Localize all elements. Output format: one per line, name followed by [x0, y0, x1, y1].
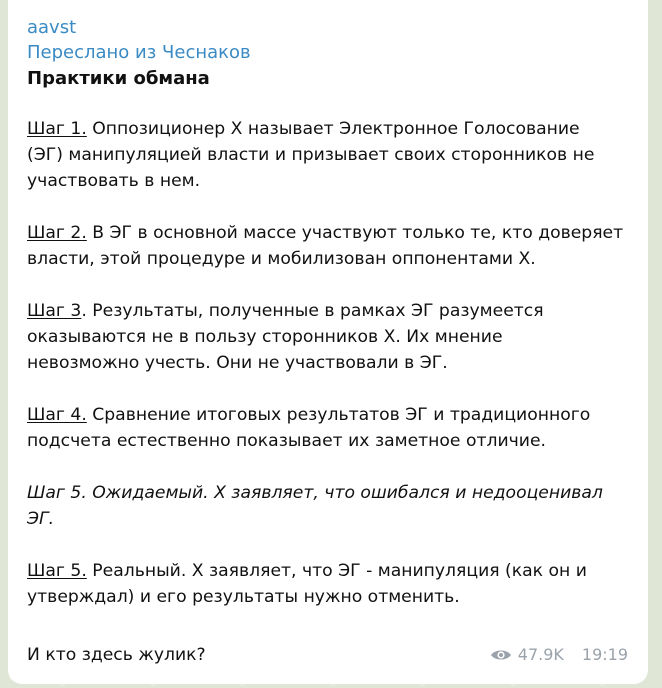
step-5-label: Шаг 5. [27, 561, 87, 581]
step-4-label: Шаг 4. [27, 405, 87, 425]
step-2-paragraph [27, 220, 632, 272]
final-question: И кто здесь жулик? [27, 645, 206, 665]
step-1-label: Шаг 1. [27, 119, 87, 139]
step-3-paragraph [27, 298, 632, 376]
step-3-text: . Результаты, полученные в рамках ЭГ разумеется оказываются не в пользу сторонников X. Их мнение невозможно учесть. Они не участвовали в ЭГ. [27, 301, 544, 373]
step-5-expected-paragraph: Шаг 5. Ожидаемый. X заявляет, что ошибался и недооценивал ЭГ. [27, 483, 603, 529]
message-bubble [8, 0, 648, 684]
view-count: 47.9K [517, 645, 564, 664]
message-time: 19:19 [581, 645, 628, 664]
step-4-paragraph [27, 402, 632, 454]
step-1-text: Оппозиционер X называет Электронное Голосование (ЭГ) манипуляцией власти и призывает своих сторонников не участвовать в нем. [27, 119, 595, 191]
eye-icon [490, 648, 512, 662]
forwarded-from-link[interactable]: Переслано из Чеснаков [27, 42, 251, 63]
message-meta [490, 645, 628, 664]
author-name[interactable]: aavst [27, 17, 77, 38]
message-footer [27, 642, 632, 668]
step-5-real-paragraph [27, 558, 632, 610]
step-1-paragraph [27, 116, 632, 194]
step-2-label: Шаг 2. [27, 223, 87, 243]
step-4-text: Сравнение итоговых результатов ЭГ и традиционного подсчета естественно показывает их заметное отличие. [27, 405, 591, 451]
step-5-text: Реальный. X заявляет, что ЭГ - манипуляция (как он и утверждал) и его результаты нужно отменить. [27, 561, 587, 607]
step-3-label: Шаг 3 [27, 301, 82, 321]
message-title: Практики обмана [27, 68, 210, 89]
step-2-text: В ЭГ в основной массе участвуют только те, кто доверяет власти, этой процедуре и мобилизован оппонентами X. [27, 223, 624, 269]
